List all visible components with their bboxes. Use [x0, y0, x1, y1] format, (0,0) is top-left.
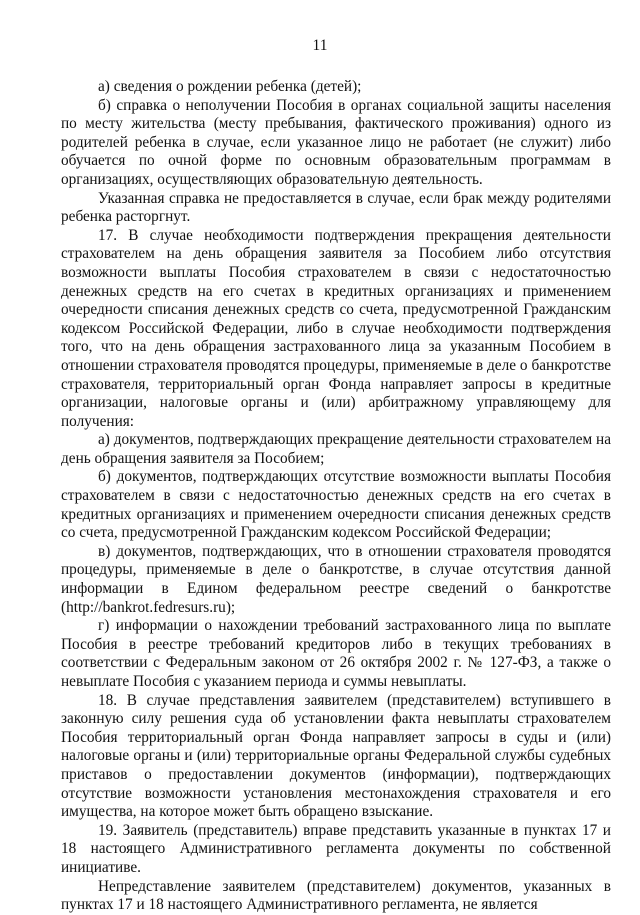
paragraph-certificate-exception: Указанная справка не предоставляется в случае, если брак между родителями ребенка расторгнут.: [61, 189, 611, 226]
page-number: 11: [312, 37, 328, 54]
paragraph-item-b-benefit-certificate: б) справка о неполучении Пособия в органах социальной защиты населения по месту жительства (месту пребывания, фактического проживания) одного из родителей ребенка в случае, если указанное лицо не работает (не служит) либо обучается по очной форме по основным образовательным программам в организациях, осуществляющих образовательную деятельность.: [61, 96, 611, 188]
paragraph-17: 17. В случае необходимости подтверждения прекращения деятельности страхователем на день обращения заявителя за Пособием либо отсутствия возможности выплаты Пособия страхователем в связи с недостаточностью денежных средств на его счетах в кредитных организациях и применением очередности списания денежных средств со счета, предусмотренной Гражданским кодексом Российской Федерации, либо в случае необходимости подтверждения того, что на день обращения застрахованного лица за указанным Пособием в отношении страхователя проводятся процедуры, применяемые в деле о банкротстве страхователя, территориальный орган Фонда направляет запросы в кредитные организации, налоговые органы и (или) арбитражному управляющему для получения:: [61, 226, 611, 430]
paragraph-17-v: в) документов, подтверждающих, что в отношении страхователя проводятся процедуры, применяемые в деле о банкротстве, в случае отсутствия данной информации в Едином федеральном реестре сведений о банкротстве (http://bankrot.fedresurs.ru);: [61, 542, 611, 616]
paragraph-item-a-birth-info: а) сведения о рождении ребенка (детей);: [98, 78, 362, 95]
paragraph-non-submission: Непредставление заявителем (представителем) документов, указанных в пунктах 17 и 18 настоящего Административного регламента, не является: [61, 877, 611, 914]
paragraph-18: 18. В случае представления заявителем (представителем) вступившего в законную силу решения суда об установлении факта невыплаты страхователем Пособия территориальный орган Фонда направляет запросы в суды и (или) налоговые органы и (или) территориальные органы Федеральной службы судебных приставов о предоставлении документов (информации), подтверждающих отсутствие возможности установления местонахождения страхователя и его имущества, на которое может быть обращено взыскание.: [61, 691, 611, 821]
paragraph-19: 19. Заявитель (представитель) вправе представить указанные в пунктах 17 и 18 настоящего Административного регламента документы по собственной инициативе.: [61, 821, 611, 876]
document-body: [61, 78, 611, 915]
paragraph-17-b: б) документов, подтверждающих отсутствие возможности выплаты Пособия страхователем в связи с недостаточностью денежных средств на его счетах в кредитных организациях и применением очередности списания денежных средств со счета, предусмотренной Гражданским кодексом Российской Федерации;: [61, 468, 611, 542]
paragraph-17-g: г) информации о нахождении требований застрахованного лица по выплате Пособия в реестре требований кредиторов либо в текущих требованиях в соответствии с Федеральным законом от 26 октября 2002 г. № 127-ФЗ, а также о невыплате Пособия с указанием периода и суммы невыплаты.: [61, 617, 611, 690]
paragraph-17-a: а) документов, подтверждающих прекращение деятельности страхователем на день обращения заявителя за Пособием;: [61, 431, 611, 467]
